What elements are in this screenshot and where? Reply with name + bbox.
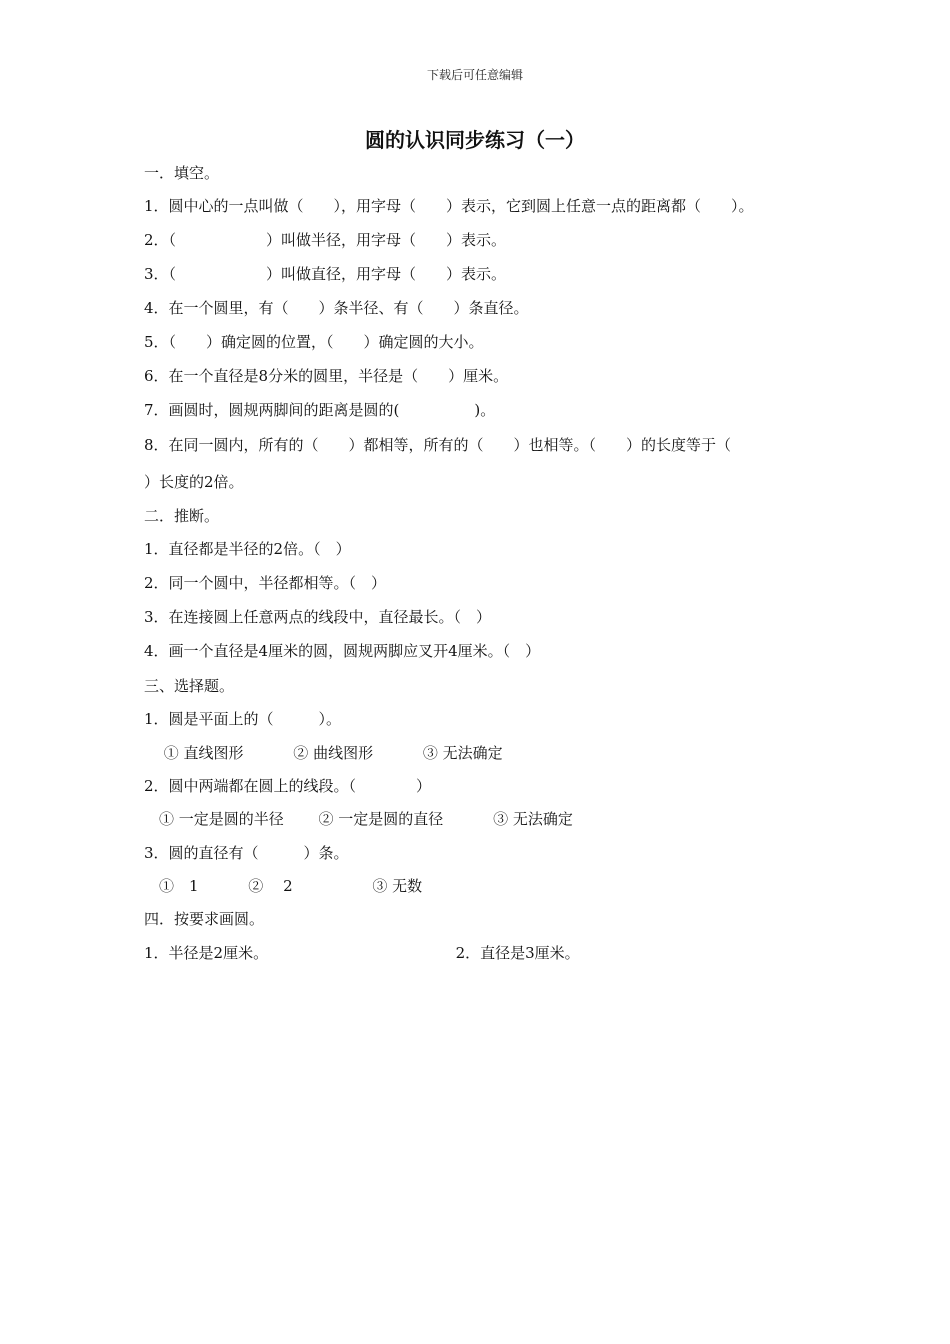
question-line: 7．画圆时，圆规两脚间的距离是圆的( )。 — [144, 401, 496, 419]
question-line: 8．在同一圆内，所有的（ ）都相等，所有的（ ）也相等。（ ）的长度等于（ — [144, 436, 732, 454]
question-line: 1．直径都是半径的2倍。（ ） — [144, 540, 351, 558]
section-heading-choice: 三、选择题。 — [144, 677, 235, 695]
question-line: 1．半径是2厘米。 2．直径是3厘米。 — [144, 944, 580, 962]
choice-options: ① 一定是圆的半径 ② 一定是圆的直径 ③ 无法确定 — [144, 810, 573, 828]
question-line: 3．（ ）叫做直径，用字母（ ）表示。 — [144, 265, 507, 283]
page-header: 下载后可任意编辑 — [426, 68, 523, 82]
section-heading-draw: 四．按要求画圆。 — [144, 910, 265, 928]
question-line: 6．在一个直径是8分米的圆里，半径是（ ）厘米。 — [144, 367, 509, 385]
question-line: 2．（ ）叫做半径，用字母（ ）表示。 — [144, 231, 507, 249]
page-title: 圆的认识同步练习（一） — [365, 128, 585, 152]
question-line: 2．同一个圆中，半径都相等。（ ） — [144, 574, 387, 592]
section-heading-judge: 二．推断。 — [144, 507, 220, 525]
question-line: 2．圆中两端都在圆上的线段。（ ） — [144, 777, 432, 795]
question-line: 4．画一个直径是4厘米的圆，圆规两脚应叉开4厘米。（ ） — [144, 642, 541, 660]
question-line: 3．圆的直径有（ ）条。 — [144, 844, 349, 862]
section-heading-fill-blank: 一．填空。 — [144, 164, 220, 182]
question-line: 5．（ ）确定圆的位置，（ ）确定圆的大小。 — [144, 333, 484, 351]
question-line: 1．圆是平面上的（ ）。 — [144, 710, 342, 728]
choice-options: ① 1 ② 2 ③ 无数 — [144, 877, 423, 895]
choice-options: ① 直线图形 ② 曲线图形 ③ 无法确定 — [144, 744, 503, 762]
question-line: 3．在连接圆上任意两点的线段中，直径最长。（ ） — [144, 608, 492, 626]
question-line: 1．圆中心的一点叫做（ ），用字母（ ）表示，它到圆上任意一点的距离都（ ）。 — [144, 197, 754, 215]
question-line-continued: ）长度的2倍。 — [144, 473, 244, 491]
question-line: 4．在一个圆里，有（ ）条半径、有（ ）条直径。 — [144, 299, 529, 317]
